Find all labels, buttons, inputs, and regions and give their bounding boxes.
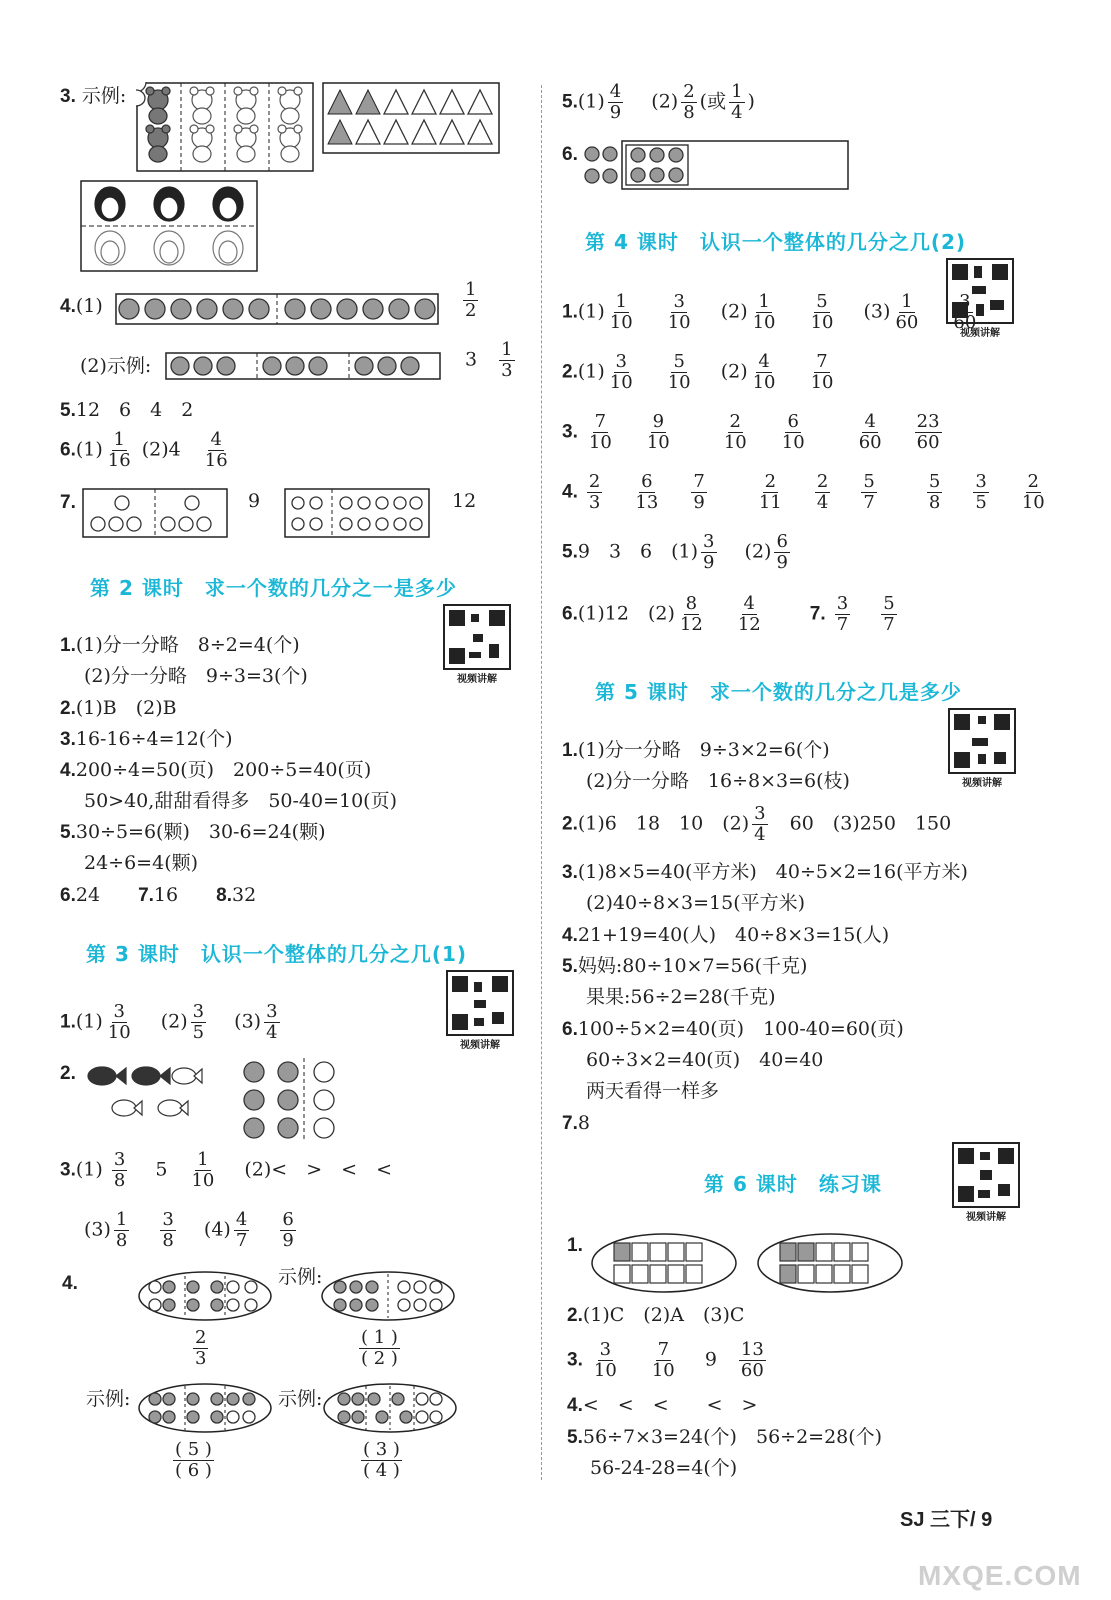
oval-figure-4 [322, 1382, 458, 1434]
page-number: SJ 三下/ 9 [900, 1509, 993, 1531]
oval-figure-3 [137, 1382, 273, 1434]
apple-bar-1 [115, 293, 439, 325]
r4-q6-7: 6.(1)12 (2) $\frac{8}{12}$ $\frac{4}{12}$ 7. $\frac{3}{7}$ $\frac{5}{7}$ [562, 593, 895, 635]
l-q4-frac1: $\frac{1}{2}$ [465, 279, 477, 321]
l3-q3-row2: (3) $\frac{1}{8}$ $\frac{3}{8}$ (4) $\frac{4}{7}$ $\frac{6}{9}$ [84, 1209, 294, 1251]
lesson3-title: 第 3 课时 认识一个整体的几分之几(1) [86, 942, 468, 966]
watermark: MXQE.COM [918, 1560, 1082, 1591]
l2-q5b: 24÷6=4(颗) [84, 852, 199, 874]
qr-code-lesson6[interactable] [952, 1142, 1020, 1223]
l2-q4a: 4.200÷4=50(页) 200÷5=40(页) [60, 759, 372, 781]
l2-q5a: 5.30÷5=6(颗) 30-6=24(颗) [60, 821, 326, 843]
r-q6-n: 6. [562, 144, 578, 165]
qr-label: 视频讲解 [960, 328, 1000, 339]
r5-q1b: (2)分一分略 16÷8×3=6(枝) [586, 770, 850, 792]
r6-q5b: 56-24-28=4(个) [590, 1457, 738, 1479]
l-q4-2: (2)示例: [80, 355, 152, 377]
l3-q3-row1: 3.(1) $\frac{3}{8}$ 5 $\frac{1}{10}$ (2)< > < < [60, 1149, 392, 1191]
oval-figure-1 [137, 1270, 273, 1322]
column-divider [541, 85, 542, 1480]
l3-q1: 1.(1) $\frac{3}{10}$ (2) $\frac{3}{5}$ (3) $\frac{3}{4}$ [60, 1001, 278, 1043]
l3-q4-ex1: 示例: [278, 1266, 323, 1288]
r6-q4: 4.< < < < > [567, 1394, 758, 1416]
l-q6: 6.(1) $\frac{1}{16}$ (2)4 $\frac{4}{16}$ [60, 429, 228, 471]
r5-q2: 2.(1)6 18 10 (2) $\frac{3}{4}$ 60 (3)250 150 [562, 803, 952, 845]
l3-q4-f2: $\frac{( 1 )}{( 2 )}$ [361, 1327, 398, 1369]
r5-q5b: 果果:56÷2=28(千克) [586, 986, 776, 1008]
lesson2-title: 第 2 课时 求一个数的几分之一是多少 [90, 576, 457, 600]
apple-bar-2 [165, 352, 441, 380]
r5-q1a: 1.(1)分一分略 9÷3×2=6(个) [562, 739, 830, 761]
r6-q2: 2.(1)C (2)A (3)C [567, 1304, 745, 1326]
r4-q4: 4. $\frac{2}{3}$ $\frac{6}{13}$ $\frac{7}{9}$ $\frac{2}{11}$ $\frac{2}{4}$ $\frac{5}{7}$ $\frac{5}{8}$ $\frac{3}{5}$ $\frac{2}{10}$ [562, 471, 1045, 513]
triangles-figure [322, 82, 500, 154]
l2-q2: 2.(1)B (2)B [60, 697, 177, 719]
r5-q4: 4.21+19=40(人) 40÷8×3=15(人) [562, 924, 890, 946]
qr-code-lesson5[interactable] [948, 708, 1016, 789]
r5-q3b: (2)40÷8×3=15(平方米) [586, 892, 806, 914]
l3-q4-ex3: 示例: [278, 1388, 323, 1410]
r4-q1: 1.(1) $\frac{1}{10}$ $\frac{3}{10}$ (2) $\frac{1}{10}$ $\frac{5}{10}$ (3) $\frac{1}{60}$ $\frac{3}{60}$ [562, 291, 977, 333]
l3-q4-f3: $\frac{( 5 )}{( 6 )}$ [175, 1439, 212, 1481]
r5-q3a: 3.(1)8×5=40(平方米) 40÷5×2=16(平方米) [562, 861, 968, 883]
r6-q1-n: 1. [567, 1235, 583, 1256]
qr-code-lesson3[interactable] [446, 970, 514, 1051]
l-q3: 3. 示例: [60, 85, 127, 107]
r4-q2: 2.(1) $\frac{3}{10}$ $\frac{5}{10}$ (2) $\frac{4}{10}$ $\frac{7}{10}$ [562, 351, 834, 393]
peach-box-2 [284, 488, 430, 538]
peach-box-1 [82, 488, 228, 538]
cans-oval-2 [756, 1232, 904, 1294]
l-q4-ans2: 3 $\frac{1}{3}$ [465, 339, 513, 381]
cans-oval-1 [590, 1232, 738, 1294]
l-q7-v2: 12 [452, 490, 477, 512]
qr-label: 视频讲解 [460, 1040, 500, 1051]
oval-figure-2 [320, 1270, 456, 1322]
bears-figure [136, 82, 314, 172]
r5-q7: 7.8 [562, 1112, 590, 1134]
l3-q4-n: 4. [62, 1273, 78, 1294]
r5-q6b: 60÷3×2=40(页) 40=40 [586, 1049, 824, 1071]
r5-q6c: 两天看得一样多 [586, 1080, 720, 1102]
r6-q3: 3. $\frac{3}{10}$ $\frac{7}{10}$ 9 $\frac{13}{60}$ [567, 1339, 764, 1381]
dots-figure [582, 140, 850, 192]
l-q5: 5.12 6 4 2 [60, 399, 194, 421]
l2-q4b: 50>40,甜甜看得多 50-40=10(页) [84, 790, 398, 812]
fish-figure [84, 1060, 206, 1130]
qr-label: 视频讲解 [962, 778, 1002, 789]
l2-q1b: (2)分一分略 9÷3=3(个) [84, 665, 308, 687]
lesson6-title: 第 6 课时 练习课 [704, 1172, 882, 1196]
qr-code-lesson2[interactable] [443, 604, 511, 685]
qr-label: 视频讲解 [457, 674, 497, 685]
l3-q4-f4: $\frac{( 3 )}{( 4 )}$ [363, 1439, 400, 1481]
qr-label: 视频讲解 [966, 1212, 1006, 1223]
r5-q6a: 6.100÷5×2=40(页) 100-40=60(页) [562, 1018, 904, 1040]
l-q7-n: 7. [60, 492, 76, 513]
lesson5-title: 第 5 课时 求一个数的几分之几是多少 [595, 680, 962, 704]
r-q5: 5.(1) $\frac{4}{9}$ (2) $\frac{2}{8}$ (或 $\frac{1}{4}$ ) [562, 81, 755, 123]
lesson4-title: 第 4 课时 认识一个整体的几分之几(2) [585, 230, 967, 254]
l-q7-v1: 9 [248, 490, 261, 512]
r6-q5a: 5.56÷7×3=24(个) 56÷2=28(个) [567, 1426, 883, 1448]
r4-q5: 5.9 3 6 (1) $\frac{3}{9}$ (2) $\frac{6}{9}$ [562, 531, 788, 573]
l3-q4-ex2: 示例: [86, 1388, 131, 1410]
l2-q1a: 1.(1)分一分略 8÷2=4(个) [60, 634, 300, 656]
apple-grid-figure [240, 1058, 340, 1140]
r4-q3: 3. $\frac{7}{10}$ $\frac{9}{10}$ $\frac{2}{10}$ $\frac{6}{10}$ $\frac{4}{60}$ $\frac{23}{60}$ [562, 411, 940, 453]
l3-q4-f1: $\frac{2}{3}$ [195, 1327, 207, 1369]
l2-q3: 3.16-16÷4=12(个) [60, 728, 233, 750]
l2-q6-8: 6.24 7.16 8.32 [60, 884, 257, 906]
r5-q5a: 5.妈妈:80÷10×7=56(千克) [562, 955, 808, 977]
penguins-figure [80, 180, 258, 272]
l-q4-1: 4.(1) [60, 295, 103, 317]
l3-q2-n: 2. [60, 1063, 76, 1084]
